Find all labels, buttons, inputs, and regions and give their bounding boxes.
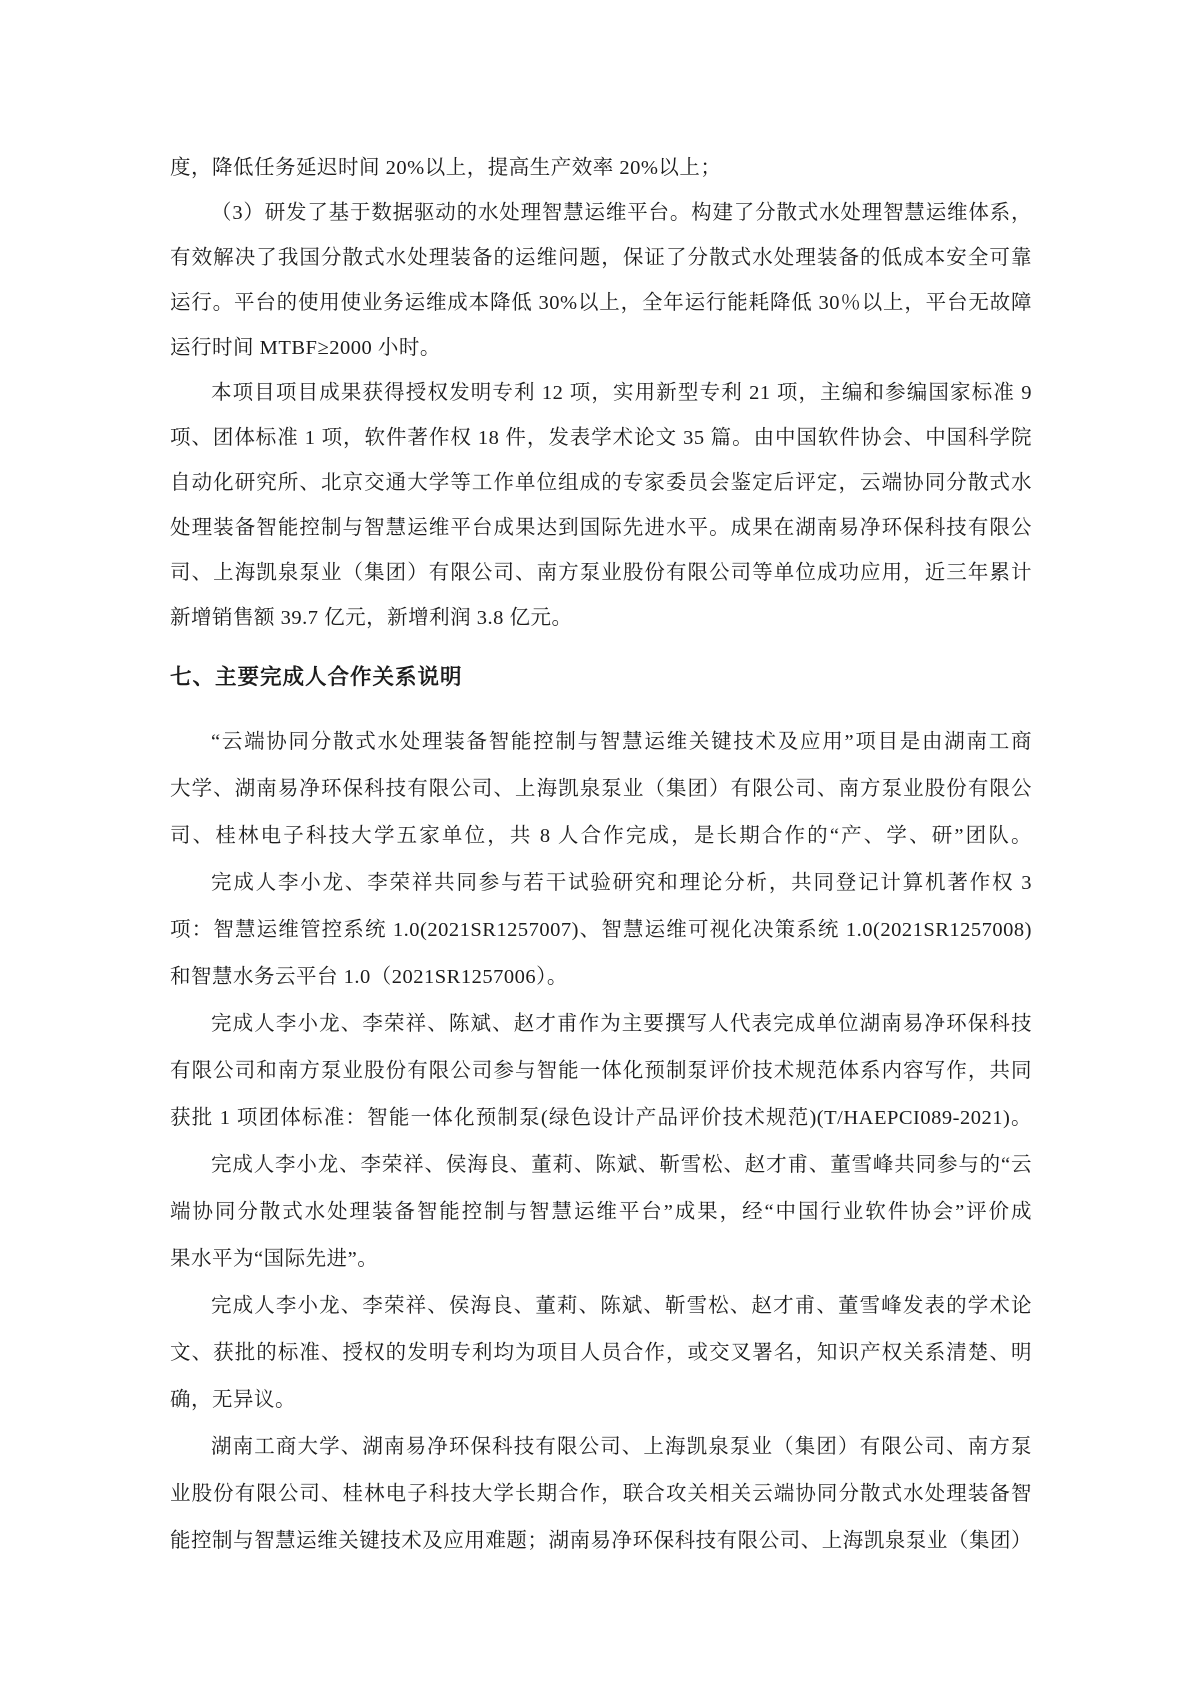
text-line: 能控制与智慧运维关键技术及应用难题；湖南易净环保科技有限公司、上海凯泉泵业（集团） <box>170 1530 1032 1552</box>
text-line: 本项目项目成果获得授权发明专利 12 项，实用新型专利 21 项，主编和参编国家标准 9 <box>211 382 1032 404</box>
section-cooperation-description <box>170 719 1032 1565</box>
text-line: 司、上海凯泉泵业（集团）有限公司、南方泵业股份有限公司等单位成功应用，近三年累计 <box>170 562 1032 584</box>
text-line: 完成人李小龙、李荣祥、陈斌、赵才甫作为主要撰写人代表完成单位湖南易净环保科技 <box>211 1013 1032 1035</box>
text-line: 完成人李小龙、李荣祥、侯海良、董莉、陈斌、靳雪松、赵才甫、董雪峰发表的学术论 <box>211 1295 1032 1317</box>
text-line: 果水平为“国际先进”。 <box>170 1248 379 1270</box>
text-line: 项：智慧运维管控系统 1.0(2021SR1257007)、智慧运维可视化决策系统 1.0(2021SR1257008) <box>170 919 1032 941</box>
text-line: 有限公司和南方泵业股份有限公司参与智能一体化预制泵评价技术规范体系内容写作，共同 <box>170 1060 1032 1082</box>
text-line: 文、获批的标准、授权的发明专利均为项目人员合作，或交叉署名，知识产权关系清楚、明 <box>170 1342 1032 1364</box>
text-line: 和智慧水务云平台 1.0（2021SR1257006）。 <box>170 966 568 988</box>
text-line: 新增销售额 39.7 亿元，新增利润 3.8 亿元。 <box>170 607 573 629</box>
section-heading-cooperation: 七、主要完成人合作关系说明 <box>170 665 463 689</box>
text-line: 度，降低任务延迟时间 20%以上，提高生产效率 20%以上； <box>170 157 722 179</box>
text-line: 业股份有限公司、桂林电子科技大学长期合作，联合攻关相关云端协同分散式水处理装备智 <box>170 1483 1032 1505</box>
text-line: 有效解决了我国分散式水处理装备的运维问题，保证了分散式水处理装备的低成本安全可靠 <box>170 247 1032 269</box>
text-line: 运行时间 MTBF≥2000 小时。 <box>170 337 441 359</box>
text-line: 完成人李小龙、李荣祥、侯海良、董莉、陈斌、靳雪松、赵才甫、董雪峰共同参与的“云 <box>211 1154 1032 1176</box>
text-line: 湖南工商大学、湖南易净环保科技有限公司、上海凯泉泵业（集团）有限公司、南方泵 <box>211 1436 1032 1458</box>
text-line: 完成人李小龙、李荣祥共同参与若干试验研究和理论分析，共同登记计算机著作权 3 <box>211 872 1032 894</box>
text-line: 处理装备智能控制与智慧运维平台成果达到国际先进水平。成果在湖南易净环保科技有限公 <box>170 517 1032 539</box>
text-line: 项、团体标准 1 项，软件著作权 18 件，发表学术论文 35 篇。由中国软件协会、中国科学院 <box>170 427 1032 449</box>
text-line: 大学、湖南易净环保科技有限公司、上海凯泉泵业（集团）有限公司、南方泵业股份有限公 <box>170 778 1032 800</box>
text-line: “云端协同分散式水处理装备智能控制与智慧运维关键技术及应用”项目是由湖南工商 <box>211 731 1032 753</box>
text-line: 确，无异议。 <box>170 1389 296 1411</box>
text-line: 自动化研究所、北京交通大学等工作单位组成的专家委员会鉴定后评定，云端协同分散式水 <box>170 472 1032 494</box>
section-project-results <box>170 146 1032 641</box>
text-line: 运行。平台的使用使业务运维成本降低 30%以上，全年运行能耗降低 30％以上，平台无故障 <box>170 292 1032 314</box>
text-line: 端协同分散式水处理装备智能控制与智慧运维平台”成果，经“中国行业软件协会”评价成 <box>170 1201 1032 1223</box>
text-line: 司、桂林电子科技大学五家单位，共 8 人合作完成，是长期合作的“产、学、研”团队。 <box>170 825 1032 847</box>
text-line: （3）研发了基于数据驱动的水处理智慧运维平台。构建了分散式水处理智慧运维体系， <box>211 202 1032 224</box>
text-line: 获批 1 项团体标准：智能一体化预制泵(绿色设计产品评价技术规范)(T/HAEPCI089-2021)。 <box>170 1107 1032 1129</box>
document-text-block <box>170 146 1032 1565</box>
